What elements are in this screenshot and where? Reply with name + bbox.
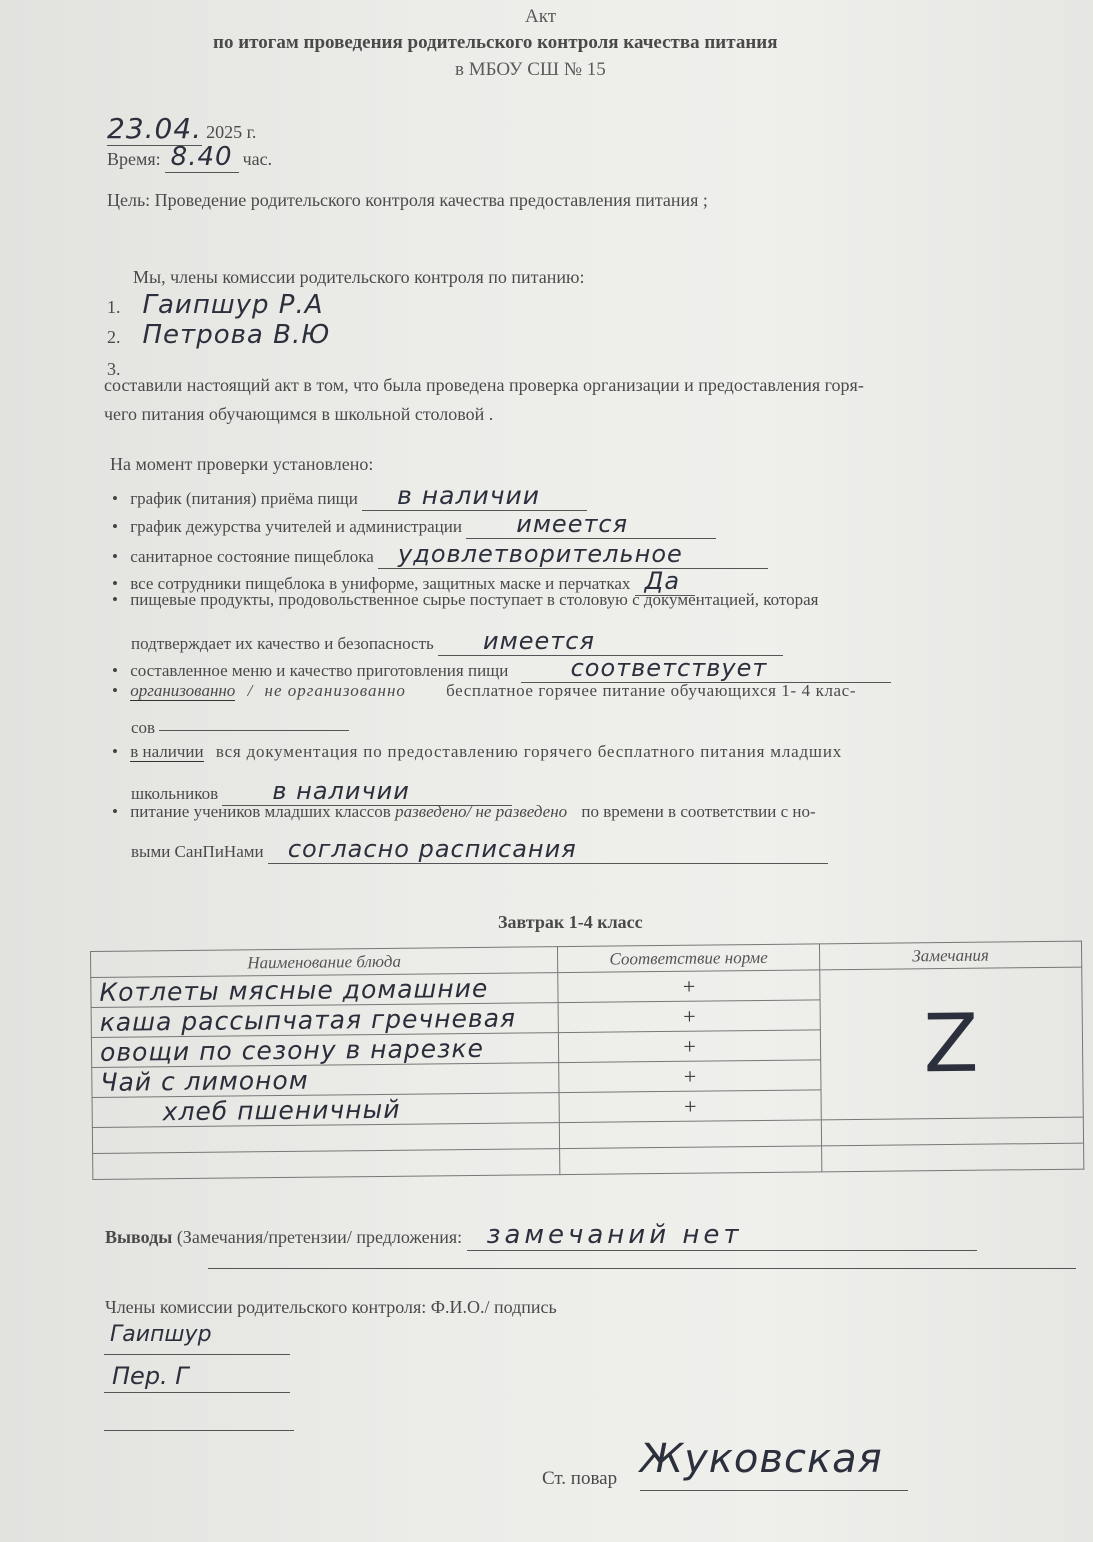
dish-cell: [93, 1149, 560, 1180]
dish-cell: Чай с лимоном: [92, 1063, 559, 1098]
check-label: школьников: [131, 784, 219, 803]
member-2: [107, 320, 330, 350]
juniors-text: питание учеников младших классов: [130, 802, 391, 821]
conclusions-value: замечаний нет: [467, 1220, 977, 1251]
doc-school: в МБОУ СШ № 15: [455, 59, 606, 80]
check-documentation: [112, 742, 842, 762]
check-value: в наличии: [362, 481, 587, 511]
conclusions-label-rest: (Замечания/претензии/ предложения:: [176, 1227, 463, 1247]
remarks-cell: [822, 1143, 1084, 1172]
doc-title: Акт: [525, 6, 557, 27]
signatures-label: Члены комиссии родительского контроля: Ф.И.О./ подпись: [105, 1297, 557, 1317]
check-label: сов: [131, 718, 156, 737]
remarks-cell: [821, 1117, 1083, 1146]
goal-text: Цель: Проведение родительского контроля качества предоставления питания ;: [107, 190, 708, 210]
check-label: пищевые продукты, продовольственное сырье поступает в столовую с документацией, которая: [130, 590, 819, 609]
norm-cell: [559, 1120, 821, 1149]
date-year: 2025 г.: [206, 122, 257, 142]
check-label: санитарное состояние пищеблока: [130, 547, 374, 566]
cook-signature-line: [640, 1490, 908, 1491]
check-intro: На момент проверки установлено:: [110, 454, 374, 474]
check-value: в наличии: [222, 777, 512, 806]
check-menu: [112, 654, 891, 683]
member-number: 1.: [107, 297, 121, 317]
check-value: удовлетворительное: [378, 540, 768, 569]
norm-cell: +: [559, 1090, 821, 1123]
norm-cell: +: [559, 1060, 821, 1093]
meal-table: [90, 941, 1084, 1180]
dish-cell: хлеб пшеничный: [92, 1093, 559, 1128]
check-value: согласно расписания: [268, 835, 828, 864]
date-handwritten: 23.04.: [107, 112, 203, 145]
check-juniors-2: [131, 835, 828, 864]
organized-rest: бесплатное горячее питание обучающихся 1- 4 клас-: [446, 681, 857, 700]
header-norm: Соответствие норме: [557, 944, 819, 973]
norm-cell: +: [558, 970, 820, 1003]
organized-separator: /: [247, 681, 253, 700]
signature-1: Гаипшур: [110, 1322, 212, 1347]
check-products-2: [131, 627, 783, 656]
date-line: [107, 112, 256, 145]
check-sanitary: [112, 540, 768, 569]
documentation-option: в наличии: [130, 742, 204, 761]
time-line: [107, 142, 272, 172]
blank-line: [159, 730, 349, 731]
check-duty: [112, 510, 716, 539]
cook-signature: Жуковская: [640, 1436, 883, 1482]
organized-option-1: организованно: [130, 681, 236, 700]
member-number: 3.: [107, 359, 121, 379]
check-products: [112, 590, 819, 610]
time-unit: час.: [242, 149, 273, 169]
check-organized-2: [131, 718, 349, 738]
norm-cell: [560, 1146, 822, 1175]
check-value: имеется: [438, 627, 783, 656]
conclusions: [105, 1220, 977, 1251]
signature-2: Пер. Г: [112, 1362, 189, 1390]
check-label: составленное меню и качество приготовления пищи: [130, 661, 509, 680]
time-label: Время:: [107, 149, 161, 169]
signature-line-1: [104, 1354, 290, 1355]
cook-label: Ст. повар: [542, 1468, 618, 1489]
dish-cell: овощи по сезону в нарезке: [91, 1033, 558, 1068]
conclusions-label: Выводы: [105, 1227, 173, 1247]
member-1: [107, 290, 324, 320]
signature-line-2: [104, 1392, 290, 1393]
juniors-option-1: разведено: [395, 802, 467, 821]
header-remarks: Замечания: [819, 941, 1081, 970]
member-name: Петрова В.Ю: [142, 320, 331, 350]
signature-line-3: [104, 1430, 294, 1431]
conclusions-line-2: [208, 1268, 1076, 1269]
dish-cell: Котлеты мясные домашние: [91, 973, 558, 1008]
check-value: соответствует: [521, 654, 891, 683]
check-value: имеется: [466, 510, 716, 539]
juniors-text-2: по времени в соответствии с но-: [581, 802, 816, 821]
check-label: выми СанПиНами: [131, 842, 264, 861]
check-label: график дежурства учителей и администрации: [130, 517, 462, 536]
meal-title: Завтрак 1-4 класс: [498, 912, 643, 932]
check-juniors: [112, 802, 816, 822]
juniors-option-2: / не разведено: [466, 802, 568, 821]
header-dish: Наименование блюда: [91, 947, 558, 978]
check-schedule: [112, 481, 587, 511]
remark-mark: Z: [923, 996, 980, 1091]
members-intro: Мы, члены комиссии родительского контроля по питанию:: [133, 267, 585, 287]
remarks-cell: [820, 967, 1084, 1120]
check-value: Да: [635, 567, 695, 596]
statement-line-1: составили настоящий акт в том, что была проведена проверка организации и предоставления горя-: [104, 375, 864, 395]
statement-line-2: чего питания обучающимся в школьной столовой .: [104, 404, 494, 424]
norm-cell: +: [558, 1030, 820, 1063]
check-label: подтверждает их качество и безопасность: [131, 634, 434, 653]
doc-subtitle: по итогам проведения родительского контроля качества питания: [213, 32, 778, 53]
dish-cell: каша рассыпчатая гречневая: [91, 1003, 558, 1038]
time-handwritten: 8.40: [165, 142, 239, 173]
member-name: Гаипшур Р.А: [142, 290, 324, 320]
member-number: 2.: [107, 327, 121, 347]
check-organized: [112, 681, 856, 701]
check-label: график (питания) приёма пищи: [130, 489, 358, 508]
norm-cell: +: [558, 1000, 820, 1033]
organized-option-2: не организованно: [264, 681, 406, 700]
documentation-text: вся документация по предоставлению горячего бесплатного питания младших: [215, 742, 843, 761]
check-label: все сотрудники пищеблока в униформе, защитных маске и перчатках: [130, 574, 631, 593]
